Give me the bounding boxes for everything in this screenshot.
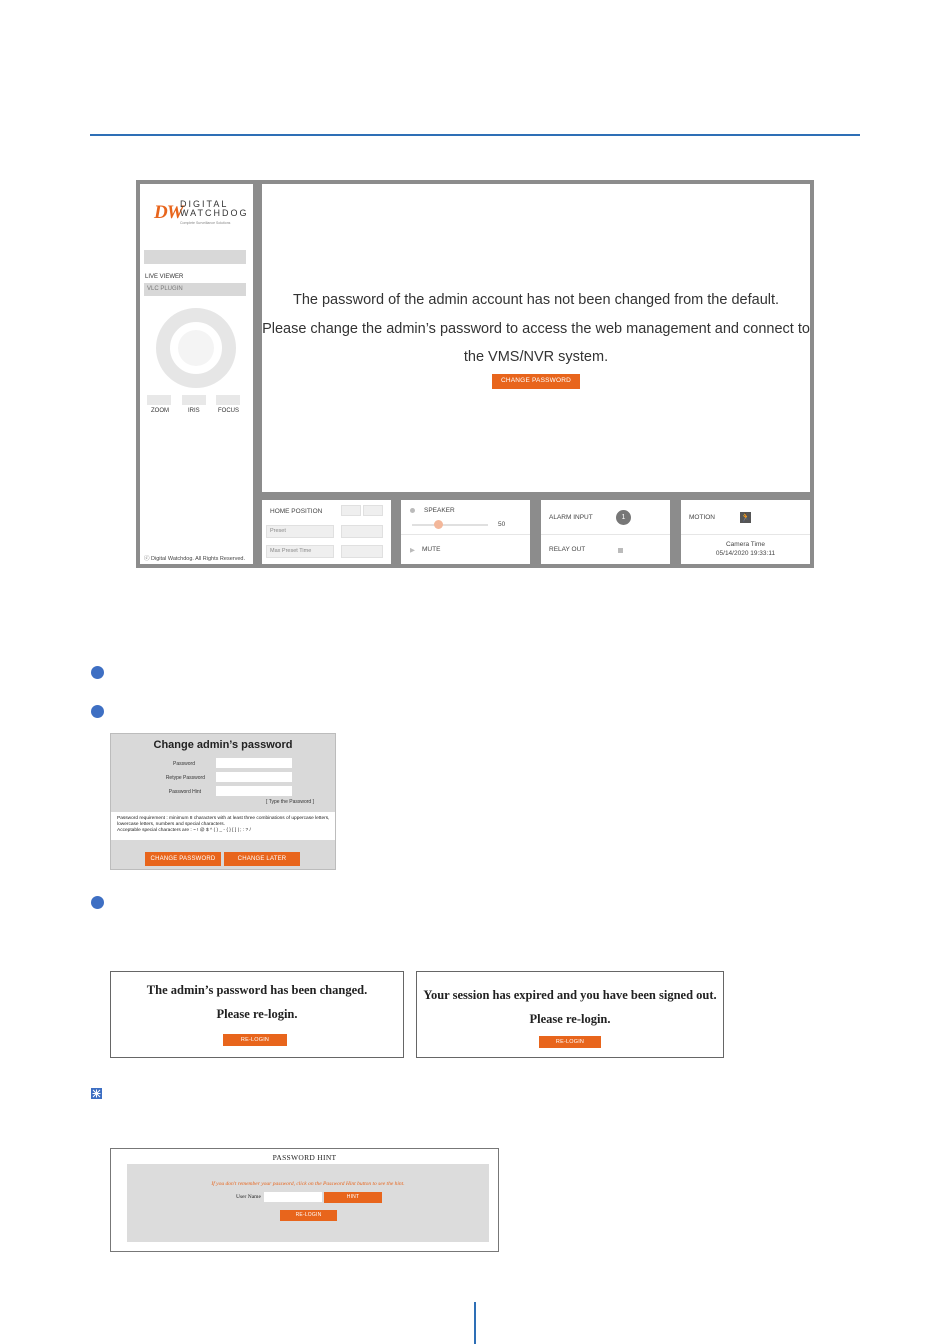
alarm-input-badge: 1 — [616, 510, 631, 525]
hint-relogin-button[interactable]: RE-LOGIN — [280, 1210, 337, 1221]
speaker-icon — [410, 508, 415, 513]
session-expired-line-1: Your session has expired and you have been signed out. — [423, 988, 717, 1002]
password-input[interactable] — [216, 758, 292, 768]
default-password-message — [262, 286, 810, 372]
motion-label: MOTION — [689, 514, 715, 521]
speaker-volume-slider[interactable] — [412, 524, 488, 526]
changed-relogin-button[interactable]: RE-LOGIN — [223, 1034, 287, 1046]
step-bullet-1 — [91, 666, 104, 679]
mute-play-icon: ▶ — [410, 547, 415, 554]
user-name-input[interactable] — [264, 1192, 322, 1202]
special-characters-text: Acceptable special characters are : ~ ! @ $ ^ ( ) _ - { } [ ] | ; : ? / — [117, 828, 251, 833]
change-password-button[interactable]: CHANGE PASSWORD — [492, 374, 580, 389]
password-hint-title: PASSWORD HINT — [272, 1153, 337, 1162]
message-line-2: Please change the admin’s password to access the web management and connect to — [262, 320, 810, 337]
session-expired-line-2: Please re-login. — [529, 1012, 611, 1026]
password-changed-line-1: The admin’s password has been changed. — [146, 983, 368, 997]
home-set-button[interactable] — [341, 505, 361, 516]
user-name-label: User Name — [236, 1194, 261, 1200]
retype-password-label: Retype Password — [165, 775, 205, 781]
session-expired-message — [416, 983, 724, 1031]
retype-password-input[interactable] — [216, 772, 292, 782]
ptz-center[interactable] — [178, 330, 214, 366]
live-viewer-label: LIVE VIEWER — [145, 274, 184, 280]
message-line-3: the VMS/NVR system. — [463, 349, 609, 365]
hint-button[interactable]: HINT — [324, 1192, 382, 1203]
expired-relogin-button[interactable]: RE-LOGIN — [539, 1036, 601, 1048]
speaker-label: SPEAKER — [424, 507, 455, 514]
alarm-divider — [541, 534, 670, 535]
speaker-divider — [401, 534, 530, 535]
home-position-label: HOME POSITION — [270, 508, 323, 515]
speaker-panel — [401, 500, 530, 564]
step-bullet-2 — [91, 705, 104, 718]
focus-buttons[interactable] — [216, 395, 240, 405]
relay-out-indicator[interactable] — [618, 548, 623, 553]
motion-run-icon: 🏃 — [740, 513, 751, 522]
footer-divider — [474, 1302, 476, 1344]
speaker-volume-value: 50 — [498, 521, 506, 528]
camera-time-value: 05/14/2020 19:33:11 — [715, 550, 776, 557]
hint-placeholder-note: [ Type the Password ] — [266, 799, 314, 805]
header-rule — [90, 134, 860, 136]
iris-buttons[interactable] — [182, 395, 206, 405]
password-hint-label: Password Hint — [168, 789, 201, 795]
step-bullet-3 — [91, 896, 104, 909]
password-hint-input[interactable] — [216, 786, 292, 796]
logo-mark: DW — [154, 202, 183, 223]
dialog-change-password-button[interactable]: CHANGE PASSWORD — [145, 852, 221, 866]
max-preset-time-select[interactable]: Max Preset Time — [266, 545, 334, 558]
password-hint-instruction: If you don't remember your password, click on the Password Hint button to see the hint. — [211, 1181, 405, 1187]
sidebar-menu-button[interactable] — [144, 250, 246, 264]
focus-label: FOCUS — [218, 408, 239, 414]
requirement-text: Password requirement : minimum 8 characters with at least three combinations of uppercase letters, lowercase letters, numbers and special characters. — [117, 816, 330, 827]
motion-divider — [681, 534, 810, 535]
change-later-button[interactable]: CHANGE LATER — [224, 852, 300, 866]
alarm-input-label: ALARM INPUT — [549, 514, 593, 521]
plugin-select[interactable]: VLC PLUGIN — [144, 283, 246, 296]
message-line-1: The password of the admin account has not been changed from the default. — [292, 292, 780, 308]
alarm-panel — [541, 500, 670, 564]
logo-tagline: Complete Surveillance Solutions — [180, 221, 231, 225]
copyright: ⓒ Digital Watchdog. All Rights Reserved. — [144, 556, 245, 562]
dialog-title: Change admin’s password — [153, 739, 293, 751]
note-icon — [91, 1088, 102, 1099]
password-hint-body — [127, 1164, 489, 1242]
zoom-label: ZOOM — [151, 408, 169, 414]
zoom-buttons[interactable] — [147, 395, 171, 405]
password-changed-message — [110, 978, 404, 1026]
camera-time-label: Camera Time — [725, 541, 765, 548]
password-changed-line-2: Please re-login. — [216, 1007, 298, 1021]
max-preset-time-buttons[interactable] — [341, 545, 383, 558]
password-label: Password — [173, 761, 195, 767]
relay-out-label: RELAY OUT — [549, 546, 586, 553]
preset-buttons[interactable] — [341, 525, 383, 538]
home-go-button[interactable] — [363, 505, 383, 516]
iris-label: IRIS — [188, 408, 200, 414]
preset-select[interactable]: Preset — [266, 525, 334, 538]
password-requirement — [117, 816, 332, 834]
mute-label: MUTE — [422, 546, 441, 553]
logo-name: DIGITAL WATCHDOG — [180, 199, 249, 218]
